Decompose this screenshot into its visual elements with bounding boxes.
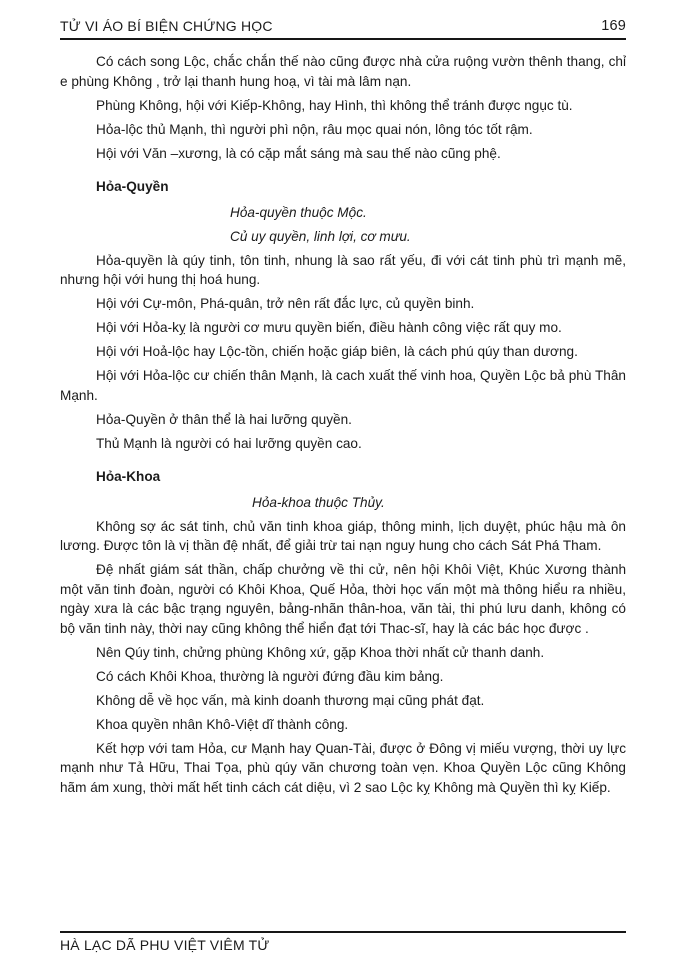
body-paragraph: Phùng Không, hội với Kiếp-Không, hay Hình, thì không thể tránh được ngục tù.	[96, 97, 573, 113]
body-paragraph: Không dễ về học vấn, mà kinh doanh thương mại cũng phát đạt.	[96, 692, 485, 708]
running-header-title: TỬ VI ÁO BÍ BIỆN CHỨNG HỌC	[60, 18, 273, 34]
body-paragraph: Thủ Mạnh là người có hai lưỡng quyền cao.	[96, 435, 362, 451]
page-body	[60, 52, 626, 797]
running-footer-imprint: HÀ LẠC DÃ PHU VIỆT VIÊM TỬ	[60, 937, 270, 953]
body-paragraph: Đệ nhất giám sát thần, chấp chưởng về thi cử, nên hội Khôi Việt, Khúc Xương thành một văn tinh đoàn, người có Khôi Khoa, Quế Hỏa, thời học vấn một mà thông hiểu ra nhiều, ngày xưa là các bậc trạng nguyên, bảng-nhãn thân-hoa, văn tài, thi phú lưu danh, không có bộ văn tinh này, thời nay cũng không thể hiển đạt tới Thac-sĩ, hay là các bác học được .	[60, 562, 626, 636]
attribute-line: Hỏa-quyền thuộc Mộc.	[230, 204, 367, 220]
section-heading-hoa-khoa: Hỏa-Khoa	[96, 469, 161, 484]
section-heading-hoa-quyen: Hỏa-Quyền	[96, 179, 169, 194]
page-number: 169	[601, 18, 626, 34]
body-paragraph: Không sợ ác sát tinh, chủ văn tinh khoa giáp, thông minh, lịch duyệt, phúc hậu mà ôn lương. Được tôn là vị thần đệ nhất, để giải trừ tai nạn nguy hung cho cách Sát Phá Tham.	[60, 518, 626, 553]
body-paragraph: Có cách Khôi Khoa, thường là người đứng đầu kim bảng.	[96, 668, 444, 684]
body-paragraph: Hỏa-lộc thủ Mạnh, thì người phì nộn, râu mọc quai nón, lông tóc tốt rậm.	[96, 121, 533, 137]
running-header	[60, 0, 626, 40]
body-paragraph: Kết hợp với tam Hỏa, cư Mạnh hay Quan-Tài, được ở Đông vị miếu vượng, thời uy lực mạnh như Tả Hữu, Thai Tọa, phù qúy văn chương toàn vẹn. Khoa Quyền Lộc cũng Không hãm ám xung, thời mất hết tinh cách cát diệu, vì 2 sao Lộc kỵ Không mà Quyền thì kỵ Kiếp.	[60, 740, 626, 795]
running-footer	[60, 931, 626, 953]
body-paragraph: Hội với Hoả-lộc hay Lộc-tồn, chiến hoặc giáp biên, là cách phú qúy than dương.	[96, 344, 578, 359]
body-paragraph: Hội với Cự-môn, Phá-quân, trở nên rất đắc lực, củ quyền binh.	[96, 296, 475, 311]
attribute-line: Hỏa-khoa thuộc Thủy.	[252, 494, 385, 510]
body-paragraph: Hội với Văn –xương, là có cặp mắt sáng mà sau thế nào cũng phệ.	[96, 145, 501, 161]
body-paragraph: Hỏa-Quyền ở thân thể là hai lưỡng quyền.	[96, 411, 352, 427]
body-paragraph: Hội với Hỏa-lộc cư chiến thân Mạnh, là cach xuất thế vinh hoa, Quyền Lộc bả phù Thân Mạnh.	[60, 368, 626, 403]
body-paragraph: Hỏa-quyền là qúy tinh, tôn tinh, nhung là sao rất yếu, đi với cát tinh phù trì mạnh mẽ, nhưng hội với hung thị hoá hung.	[60, 252, 626, 287]
body-paragraph: Khoa quyền nhân Khô-Việt dĩ thành công.	[96, 716, 349, 732]
body-paragraph: Nên Qúy tinh, chửng phùng Không xứ, gặp Khoa thời nhất cử thanh danh.	[96, 644, 545, 660]
body-paragraph: Có cách song Lộc, chắc chắn thế nào cũng được nhà cửa ruộng vườn thênh thang, chỉ e phùng Không , trở lại thanh hung hoạ, vì tài mà lâm nạn.	[60, 54, 626, 89]
attribute-line: Củ uy quyền, linh lợi, cơ mưu.	[230, 228, 411, 244]
body-paragraph: Hội với Hỏa-kỵ là người cơ mưu quyền biến, điều hành công việc rất quy mo.	[96, 320, 562, 335]
